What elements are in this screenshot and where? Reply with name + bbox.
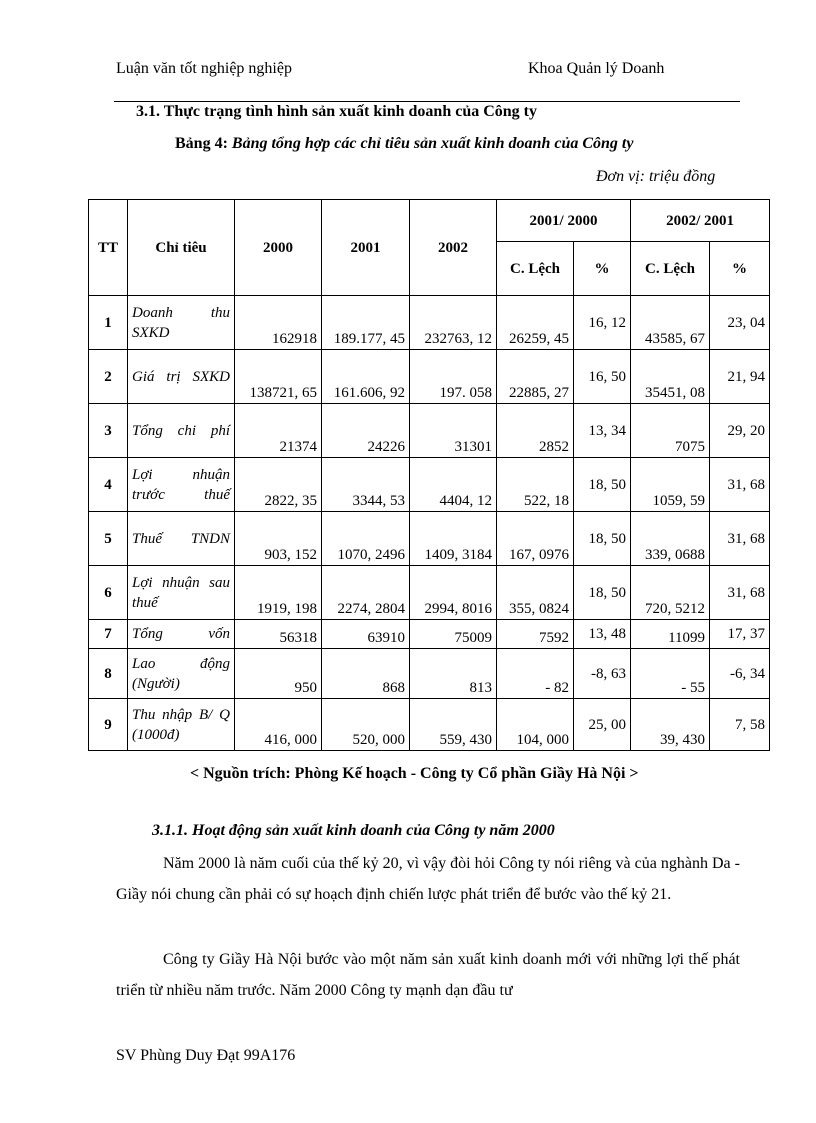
footer-author: SV Phùng Duy Đạt 99A176 [116, 1047, 296, 1064]
table-caption-title: Bảng tổng hợp các chỉ tiêu sản xuất kinh doanh của Công ty [231, 135, 634, 152]
cell-diff-2002-2001: 35451, 08 [631, 350, 710, 404]
table-row [89, 458, 770, 512]
cell-diff-2001-2000: 2852 [497, 404, 574, 458]
header-pct-2: % [710, 242, 770, 296]
row-indicator: Giá trị SXKD [128, 350, 235, 404]
indicator-table [88, 199, 770, 751]
cell-pct-2001-2000: 18, 50 [574, 566, 631, 620]
cell-2000: 56318 [235, 620, 322, 649]
cell-diff-2002-2001: 43585, 67 [631, 296, 710, 350]
cell-diff-2002-2001: 39, 430 [631, 699, 710, 751]
table-caption-prefix: Bảng 4: [175, 135, 228, 152]
cell-2002: 2994, 8016 [410, 566, 497, 620]
paragraph-1: Năm 2000 là năm cuối của thế kỷ 20, vì vậy đòi hỏi Công ty nói riêng và của nghành Da - Giầy nói chung cần phải có sự hoạch định chiến lược phát triển để bước vào thế kỷ 21. [116, 855, 740, 903]
row-number: 9 [89, 699, 128, 751]
cell-diff-2001-2000: 167, 0976 [497, 512, 574, 566]
cell-diff-2002-2001: 720, 5212 [631, 566, 710, 620]
table-body [89, 296, 770, 751]
cell-diff-2001-2000: 22885, 27 [497, 350, 574, 404]
cell-2000: 138721, 65 [235, 350, 322, 404]
cell-2001: 24226 [322, 404, 410, 458]
row-number: 6 [89, 566, 128, 620]
row-indicator: Lao động (Người) [128, 649, 235, 699]
table-row [89, 296, 770, 350]
header-2001: 2001 [322, 200, 410, 296]
table-row [89, 512, 770, 566]
cell-2002: 559, 430 [410, 699, 497, 751]
cell-diff-2001-2000: - 82 [497, 649, 574, 699]
cell-pct-2001-2000: 13, 34 [574, 404, 631, 458]
cell-pct-2001-2000: 18, 50 [574, 512, 631, 566]
cell-2001: 161.606, 92 [322, 350, 410, 404]
cell-pct-2002-2001: 17, 37 [710, 620, 770, 649]
cell-2000: 21374 [235, 404, 322, 458]
row-number: 1 [89, 296, 128, 350]
table-row [89, 404, 770, 458]
cell-pct-2001-2000: -8, 63 [574, 649, 631, 699]
cell-2002: 1409, 3184 [410, 512, 497, 566]
cell-pct-2002-2001: -6, 34 [710, 649, 770, 699]
subsection-title: 3.1.1. Hoạt động sản xuất kinh doanh của Công ty năm 2000 [152, 822, 555, 839]
header-2002-2001: 2002/ 2001 [631, 200, 770, 242]
cell-2001: 3344, 53 [322, 458, 410, 512]
table-row [89, 699, 770, 751]
header-divider [114, 101, 740, 102]
source-note: < Nguồn trích: Phòng Kế hoạch - Công ty Cổ phần Giầy Hà Nội > [190, 765, 639, 782]
header-diff-2: C. Lệch [631, 242, 710, 296]
cell-2001: 1070, 2496 [322, 512, 410, 566]
cell-pct-2001-2000: 18, 50 [574, 458, 631, 512]
cell-2002: 232763, 12 [410, 296, 497, 350]
cell-diff-2001-2000: 26259, 45 [497, 296, 574, 350]
cell-diff-2002-2001: 339, 0688 [631, 512, 710, 566]
row-indicator: Thu nhập B/ Q (1000đ) [128, 699, 235, 751]
cell-2002: 31301 [410, 404, 497, 458]
header-left: Luận văn tốt nghiệp nghiệp [116, 60, 292, 77]
unit-label: Đơn vị: triệu đồng [596, 168, 716, 185]
cell-2000: 950 [235, 649, 322, 699]
cell-2001: 63910 [322, 620, 410, 649]
row-number: 3 [89, 404, 128, 458]
cell-pct-2002-2001: 31, 68 [710, 458, 770, 512]
cell-2002: 75009 [410, 620, 497, 649]
header-tt: TT [89, 200, 128, 296]
row-indicator: Tổng chi phí [128, 404, 235, 458]
cell-diff-2002-2001: 7075 [631, 404, 710, 458]
header-2002: 2002 [410, 200, 497, 296]
cell-2002: 197. 058 [410, 350, 497, 404]
cell-pct-2002-2001: 23, 04 [710, 296, 770, 350]
cell-2000: 162918 [235, 296, 322, 350]
header-2001-2000: 2001/ 2000 [497, 200, 631, 242]
cell-2000: 1919, 198 [235, 566, 322, 620]
header-right: Khoa Quản lý Doanh [528, 60, 665, 77]
cell-2002: 813 [410, 649, 497, 699]
paragraph-2: Công ty Giầy Hà Nội bước vào một năm sản xuất kinh doanh mới với những lợi thế phát triển từ nhiều năm trước. Năm 2000 Công ty mạnh dạn đầu tư [116, 951, 740, 999]
section-title: 3.1. Thực trạng tình hình sản xuất kinh doanh của Công ty [136, 103, 537, 120]
row-number: 8 [89, 649, 128, 699]
cell-2000: 903, 152 [235, 512, 322, 566]
row-number: 7 [89, 620, 128, 649]
cell-pct-2001-2000: 25, 00 [574, 699, 631, 751]
header-pct-1: % [574, 242, 631, 296]
cell-pct-2002-2001: 29, 20 [710, 404, 770, 458]
cell-pct-2002-2001: 21, 94 [710, 350, 770, 404]
table-row [89, 566, 770, 620]
header-2000: 2000 [235, 200, 322, 296]
cell-diff-2001-2000: 104, 000 [497, 699, 574, 751]
cell-diff-2001-2000: 522, 18 [497, 458, 574, 512]
cell-pct-2002-2001: 31, 68 [710, 566, 770, 620]
table-row [89, 350, 770, 404]
cell-diff-2002-2001: - 55 [631, 649, 710, 699]
cell-pct-2001-2000: 13, 48 [574, 620, 631, 649]
cell-pct-2001-2000: 16, 12 [574, 296, 631, 350]
cell-diff-2002-2001: 1059, 59 [631, 458, 710, 512]
cell-2000: 416, 000 [235, 699, 322, 751]
row-indicator: Lợi nhuận sau thuế [128, 566, 235, 620]
row-number: 2 [89, 350, 128, 404]
cell-pct-2001-2000: 16, 50 [574, 350, 631, 404]
row-indicator: Doanh thu SXKD [128, 296, 235, 350]
row-number: 4 [89, 458, 128, 512]
cell-diff-2001-2000: 7592 [497, 620, 574, 649]
cell-2001: 520, 000 [322, 699, 410, 751]
cell-2000: 2822, 35 [235, 458, 322, 512]
row-number: 5 [89, 512, 128, 566]
cell-diff-2001-2000: 355, 0824 [497, 566, 574, 620]
table-caption [175, 135, 633, 153]
cell-2001: 189.177, 45 [322, 296, 410, 350]
cell-pct-2002-2001: 31, 68 [710, 512, 770, 566]
row-indicator: Tổng vốn [128, 620, 235, 649]
row-indicator: Thuế TNDN [128, 512, 235, 566]
row-indicator: Lợi nhuận trước thuế [128, 458, 235, 512]
header-indicator: Chỉ tiêu [128, 200, 235, 296]
cell-2001: 868 [322, 649, 410, 699]
cell-pct-2002-2001: 7, 58 [710, 699, 770, 751]
cell-2001: 2274, 2804 [322, 566, 410, 620]
table-row [89, 649, 770, 699]
header-diff-1: C. Lệch [497, 242, 574, 296]
cell-diff-2002-2001: 11099 [631, 620, 710, 649]
cell-2002: 4404, 12 [410, 458, 497, 512]
table-row [89, 620, 770, 649]
